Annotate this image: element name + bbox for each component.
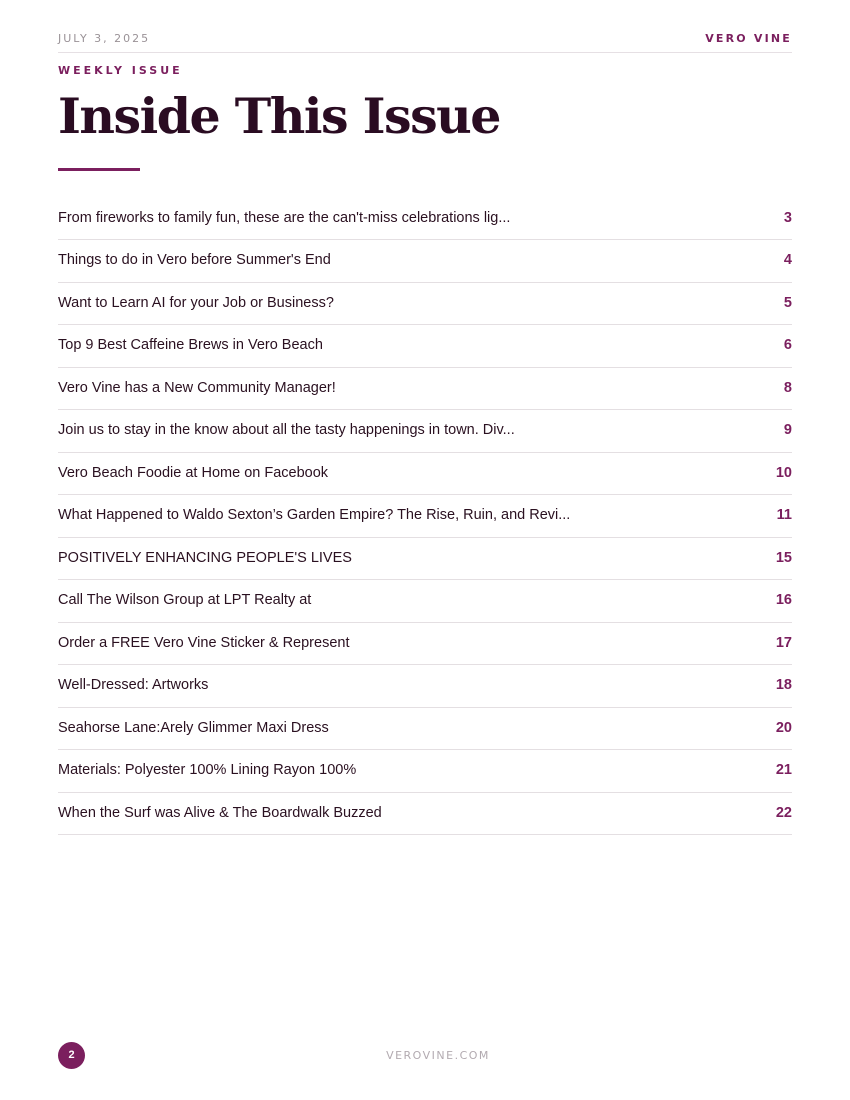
toc-entry-title[interactable]: Top 9 Best Caffeine Brews in Vero Beach	[58, 337, 323, 353]
toc-entry-title[interactable]: Things to do in Vero before Summer's End	[58, 252, 331, 268]
toc-page-number: 11	[776, 507, 792, 523]
toc-page-number: 16	[775, 592, 792, 608]
title-underline	[58, 168, 140, 171]
toc-page-number: 22	[775, 805, 792, 821]
toc-entry-title[interactable]: Materials: Polyester 100% Lining Rayon 100%	[58, 762, 357, 778]
toc-entry-title[interactable]: Vero Vine has a New Community Manager!	[58, 380, 336, 396]
running-header	[58, 32, 792, 53]
toc-row[interactable]	[58, 538, 792, 580]
toc-row[interactable]	[58, 198, 792, 240]
page-footer	[58, 1042, 792, 1069]
issue-date: JULY 3, 2025	[58, 32, 151, 45]
toc-row[interactable]	[58, 793, 792, 835]
toc-entry-title[interactable]: Vero Beach Foodie at Home on Facebook	[58, 465, 329, 481]
toc-entry-title[interactable]: Want to Learn AI for your Job or Business?	[58, 295, 334, 311]
toc-entry-title[interactable]: Seahorse Lane:Arely Glimmer Maxi Dress	[58, 720, 329, 736]
toc-row[interactable]	[58, 283, 792, 325]
toc-page-number: 9	[783, 422, 792, 438]
toc-page-number: 18	[775, 677, 792, 693]
toc-row[interactable]	[58, 623, 792, 665]
table-of-contents	[58, 198, 792, 835]
toc-row[interactable]	[58, 665, 792, 708]
toc-page-number: 15	[775, 550, 792, 566]
toc-entry-title[interactable]: Order a FREE Vero Vine Sticker & Represent	[58, 635, 350, 651]
toc-page-number: 20	[775, 720, 792, 736]
toc-entry-title[interactable]: What Happened to Waldo Sexton’s Garden Empire? The Rise, Ruin, and Revi...	[58, 507, 571, 523]
page-number-badge: 2	[58, 1042, 85, 1069]
toc-entry-title[interactable]: Call The Wilson Group at LPT Realty at	[58, 592, 312, 608]
toc-entry-title[interactable]: Join us to stay in the know about all the tasty happenings in town. Div...	[58, 422, 515, 438]
toc-row[interactable]	[58, 410, 792, 453]
toc-row[interactable]	[58, 368, 792, 410]
toc-entry-title[interactable]: POSITIVELY ENHANCING PEOPLE'S LIVES	[58, 550, 352, 566]
footer-website: VEROVINE.COM	[386, 1049, 490, 1062]
section-kicker: WEEKLY ISSUE	[58, 64, 183, 77]
toc-row[interactable]	[58, 325, 792, 368]
toc-entry-title[interactable]: From fireworks to family fun, these are the can't-miss celebrations lig...	[58, 210, 511, 226]
toc-page-number: 3	[783, 210, 792, 226]
toc-page-number: 5	[783, 295, 792, 311]
toc-page-number: 8	[783, 380, 792, 396]
page-title: Inside This Issue	[58, 87, 500, 145]
toc-page-number: 4	[783, 252, 792, 268]
toc-page-number: 6	[783, 337, 792, 353]
toc-page-number: 17	[775, 635, 792, 651]
publication-name: VERO VINE	[705, 32, 792, 45]
toc-row[interactable]	[58, 750, 792, 793]
toc-entry-title[interactable]: Well-Dressed: Artworks	[58, 677, 209, 693]
toc-entry-title[interactable]: When the Surf was Alive & The Boardwalk Buzzed	[58, 805, 382, 821]
toc-row[interactable]	[58, 453, 792, 495]
toc-row[interactable]	[58, 495, 792, 538]
toc-page-number: 10	[775, 465, 792, 481]
document-page	[58, 0, 792, 1100]
toc-row[interactable]	[58, 240, 792, 283]
toc-row[interactable]	[58, 580, 792, 623]
toc-row[interactable]	[58, 708, 792, 750]
toc-page-number: 21	[775, 762, 792, 778]
